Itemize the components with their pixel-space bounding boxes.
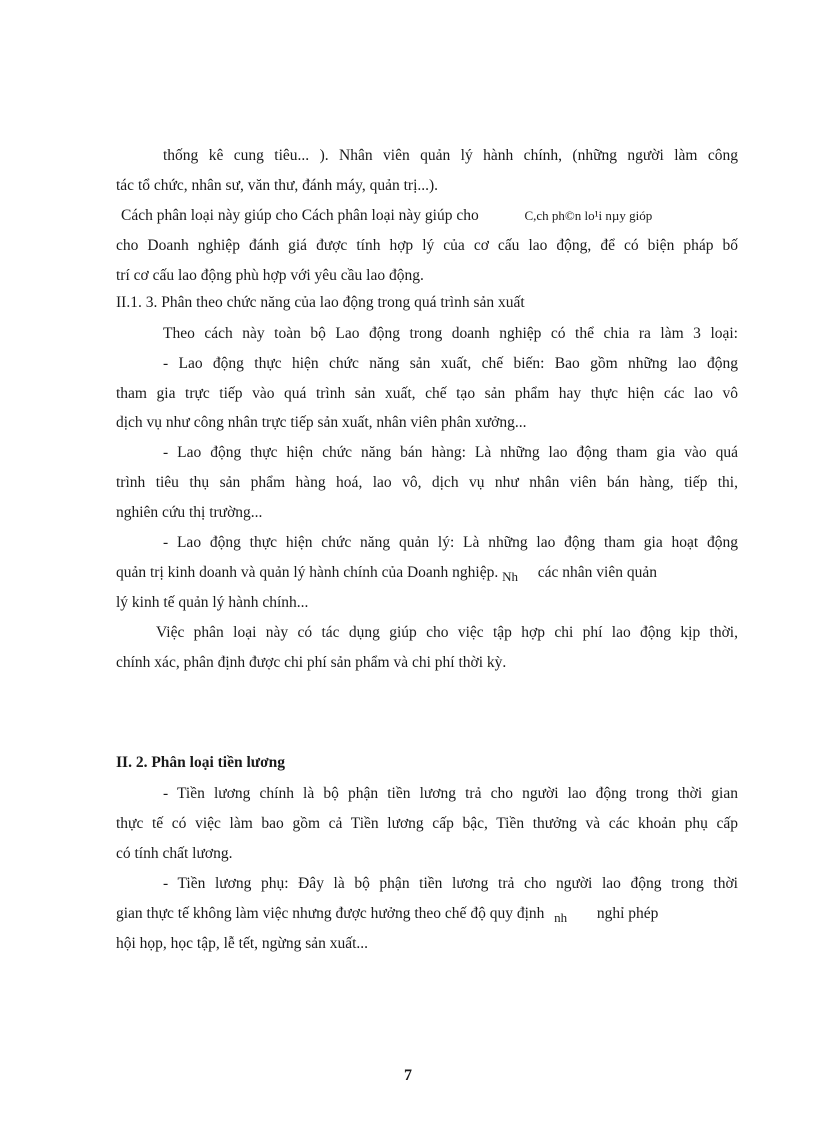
- text-line: Việc phân loại này có tác dụng giúp cho việc tập hợp chi phí lao động kịp thời,: [156, 624, 738, 641]
- text-line: nghiên cứu thị trường...: [116, 504, 263, 521]
- text-line: Theo cách này toàn bộ Lao động trong doanh nghiệp có thể chia ra làm 3 loại:: [163, 325, 738, 342]
- text-line: - Lao động thực hiện chức năng quản lý: Là những lao động tham gia hoạt động: [163, 534, 738, 551]
- text-line: [116, 563, 738, 583]
- text-line: cho Doanh nghiệp đánh giá được tính hợp lý của cơ cấu lao động, để có biện pháp bố: [116, 237, 738, 254]
- text-line: trí cơ cấu lao động phù hợp với yêu cầu lao động.: [116, 267, 424, 284]
- text-line: thực tế có việc làm bao gồm cả Tiền lương cấp bậc, Tiền thưởng và các khoản phụ cấp: [116, 815, 738, 832]
- text-line: có tính chất lương.: [116, 845, 233, 862]
- text-fragment: gian thực tế không làm việc nhưng được hưởng theo chế độ quy định: [116, 905, 545, 922]
- text-line: chính xác, phân định được chi phí sản phẩm và chi phí thời kỳ.: [116, 654, 507, 671]
- text-fragment: các nhân viên quản: [537, 564, 657, 581]
- text-line: tham gia trực tiếp vào quá trình sản xuất, chế tạo sản phẩm hay thực hiện các lao vô: [116, 385, 738, 402]
- text-line: tác tổ chức, nhân sư, văn thư, đánh máy, quản trị...).: [116, 177, 439, 194]
- text-fragment: Cách phân loại này giúp cho Cách phân loại này giúp cho: [121, 207, 479, 224]
- text-line: lý kinh tế quản lý hành chính...: [116, 594, 309, 611]
- text-fragment-raised: nh: [554, 910, 568, 925]
- text-line: - Lao động thực hiện chức năng bán hàng: Là những lao động tham gia vào quá: [163, 444, 738, 461]
- text-line: hội họp, học tập, lễ tết, ngừng sản xuất...: [116, 935, 369, 952]
- text-fragment: quản trị kinh doanh và quản lý hành chính của Doanh nghiệp.: [116, 564, 499, 581]
- text-line: - Tiền lương chính là bộ phận tiền lương trả cho người lao động trong thời gian: [163, 785, 738, 802]
- section-heading-ii-2: II. 2. Phân loại tiền lương: [116, 754, 286, 771]
- text-line: dịch vụ như công nhân trực tiếp sản xuất, nhân viên phân xưởng...: [116, 414, 527, 431]
- text-line: [121, 206, 738, 226]
- text-line: trình tiêu thụ sản phẩm hàng hoá, lao vô, dịch vụ như nhân viên bán hàng, tiếp thi,: [116, 474, 738, 491]
- text-line: - Lao động thực hiện chức năng sản xuất, chế biến: Bao gồm những lao động: [163, 355, 738, 372]
- page-number: 7: [404, 1067, 412, 1084]
- text-line: thống kê cung tiêu... ). Nhân viên quản lý hành chính, (những người làm công: [163, 147, 738, 164]
- text-fragment-raised: Nh: [502, 569, 519, 584]
- text-fragment: nghỉ phép: [596, 905, 659, 922]
- section-heading-ii-1-3: II.1. 3. Phân theo chức năng của lao động trong quá trình sản xuất: [116, 294, 525, 311]
- text-line: - Tiền lương phụ: Đây là bộ phận tiền lương trả cho người lao động trong thời: [163, 875, 738, 892]
- garbled-text-fragment: C,ch ph©n lo¹i nµy gióp: [524, 208, 653, 223]
- text-line: [116, 904, 738, 924]
